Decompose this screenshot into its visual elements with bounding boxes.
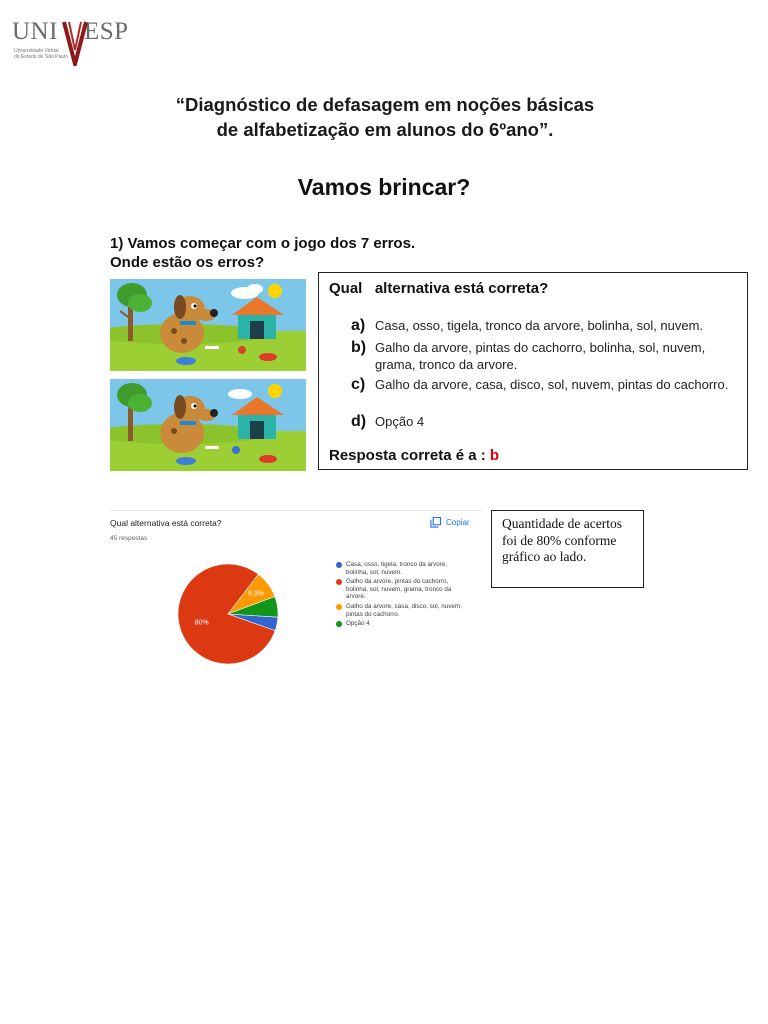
note-text: Quantidade de acertos foi de 80% conforme gráfico ao lado. xyxy=(502,516,622,564)
legend-item xyxy=(336,603,466,618)
forms-response-chart xyxy=(110,510,482,667)
question-prompt: Qual alternativa está correta? xyxy=(329,280,549,297)
logo-subtitle: Universidade Virtual do Estado de São Paulo xyxy=(14,48,68,60)
copy-button[interactable] xyxy=(430,517,470,528)
document-title: “Diagnóstico de defasagem em noções básicas de alfabetização em alunos do 6ºano”. xyxy=(175,94,595,140)
option-letter: b) xyxy=(351,339,367,356)
legend-swatch xyxy=(336,604,342,610)
logo-wordmark: UNI ESP xyxy=(12,18,129,45)
pie-data-label: 80% xyxy=(194,619,209,627)
forms-response-count: 45 respostas xyxy=(110,535,148,542)
legend-item xyxy=(336,620,466,628)
option-letter: d) xyxy=(351,413,367,430)
dog-scene-image-top xyxy=(110,279,306,371)
legend-swatch xyxy=(336,579,342,585)
answer-label: Resposta correta é a : xyxy=(329,447,486,464)
option-letter: c) xyxy=(351,376,366,393)
legend-item xyxy=(336,561,466,576)
option-d xyxy=(351,413,741,430)
option-text: Galho da arvore, casa, disco, sol, nuvem, pintas do cachorro. xyxy=(375,377,729,392)
pie-data-label: 8,9% xyxy=(248,590,265,598)
legend-swatch xyxy=(336,621,342,627)
option-text: Galho da arvore, pintas do cachorro, bolinha, sol, nuvem, grama, tronco da arvore. xyxy=(375,340,706,372)
legend-item xyxy=(336,578,466,601)
option-text: Opção 4 xyxy=(375,414,425,429)
answer-value: b xyxy=(489,447,500,464)
legend-label: Galho da arvore, casa, disco, sol, nuvem, pintas do cachorro. xyxy=(346,602,462,618)
forms-question-title: Qual alternativa está correta? xyxy=(110,518,222,528)
option-c xyxy=(351,376,741,393)
note-box xyxy=(491,510,644,588)
legend-label: Galho da arvore, pintas do cachorro, bolinha, sol, nuvem, grama, tronco da arvore. xyxy=(346,578,452,601)
legend-swatch xyxy=(336,562,342,568)
chart-legend xyxy=(336,561,466,630)
question-box xyxy=(318,272,748,470)
option-b xyxy=(351,339,741,373)
correct-answer xyxy=(329,447,499,464)
copy-label: Copiar xyxy=(446,518,470,527)
legend-label: Casa, osso, tigela, tronco da arvore, bolinha, sol, nuvem. xyxy=(346,561,448,576)
option-text: Casa, osso, tigela, tronco da arvore, bolinha, sol, nuvem. xyxy=(375,318,704,333)
univesp-logo xyxy=(4,8,136,74)
pie-chart xyxy=(162,557,302,667)
page-heading: Vamos brincar? xyxy=(297,174,471,200)
copy-icon xyxy=(430,517,441,528)
legend-label: Opção 4 xyxy=(346,620,370,628)
option-a xyxy=(351,317,741,334)
option-letter: a) xyxy=(351,317,366,334)
question-intro: 1) Vamos começar com o jogo dos 7 erros. Onde estão os erros? xyxy=(110,235,416,271)
dog-scene-image-bottom xyxy=(110,379,306,471)
